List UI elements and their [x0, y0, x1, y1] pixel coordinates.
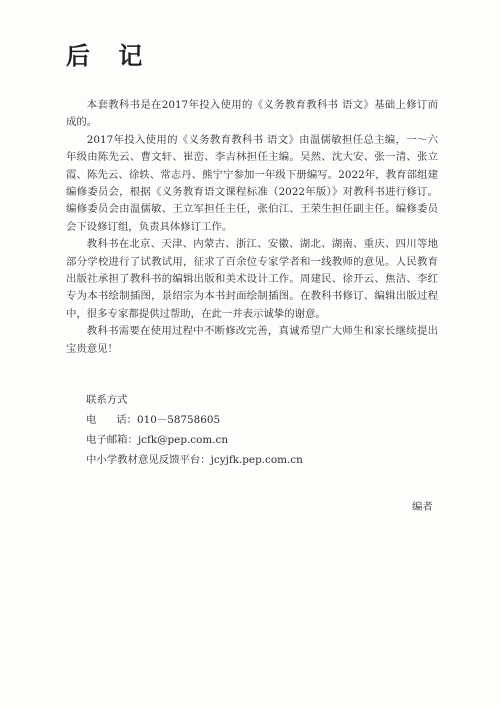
- contact-section: [86, 390, 426, 470]
- paragraph-4: 教科书需要在使用过程中不断修改完善，真诚希望广大师生和家长继续提出宝贵意见！: [66, 325, 438, 355]
- contact-platform: 中小学教材意见反馈平台：jcyjfk.pep.com.cn: [86, 454, 303, 466]
- paragraph-3: 教科书在北京、天津、内蒙古、浙江、安徽、湖北、湖南、重庆、四川等地部分学校进行了试教试用，征求了百余位专家学者和一线教师的意见。人民教育出版社承担了教科书的编辑出版和美术设计工作。周建民、徐开云、焦洁、李红专为本书绘制插图，景绍宗为本书封面绘制插图。在教科书修订、编辑出版过程中，很多专家都提供过帮助，在此一并表示诚挚的谢意。: [66, 238, 438, 320]
- body-text: [66, 97, 438, 358]
- contact-email: 电子邮箱：jcfk@pep.com.cn: [86, 434, 229, 446]
- signature: 编者: [412, 501, 433, 513]
- contact-phone: 电 话：010－58758605: [86, 414, 221, 426]
- page-title: 后 记: [66, 41, 153, 70]
- paragraph-2: 2017年投入使用的《义务教育教科书 语文》由温儒敏担任总主编，一～六年级由陈先云、曹文轩、崔峦、李吉林担任主编。吴然、沈大安、张一清、张立霞、陈先云、徐轶、常志丹、熊宁宁参加一年级下册编写。2022年，教育部组建编修委员会，根据《义务教育语文课程标准（2022年版）》对教科书进行修订。编修委员会由温儒敏、王立军担任主任，张伯江、王荣生担任副主任。编修委员会下设修订组，负责具体修订工作。: [66, 133, 438, 233]
- contact-heading: 联系方式: [86, 394, 128, 406]
- paragraph-1: 本套教科书是在2017年投入使用的《义务教育教科书 语文》基础上修订而成的。: [66, 99, 438, 129]
